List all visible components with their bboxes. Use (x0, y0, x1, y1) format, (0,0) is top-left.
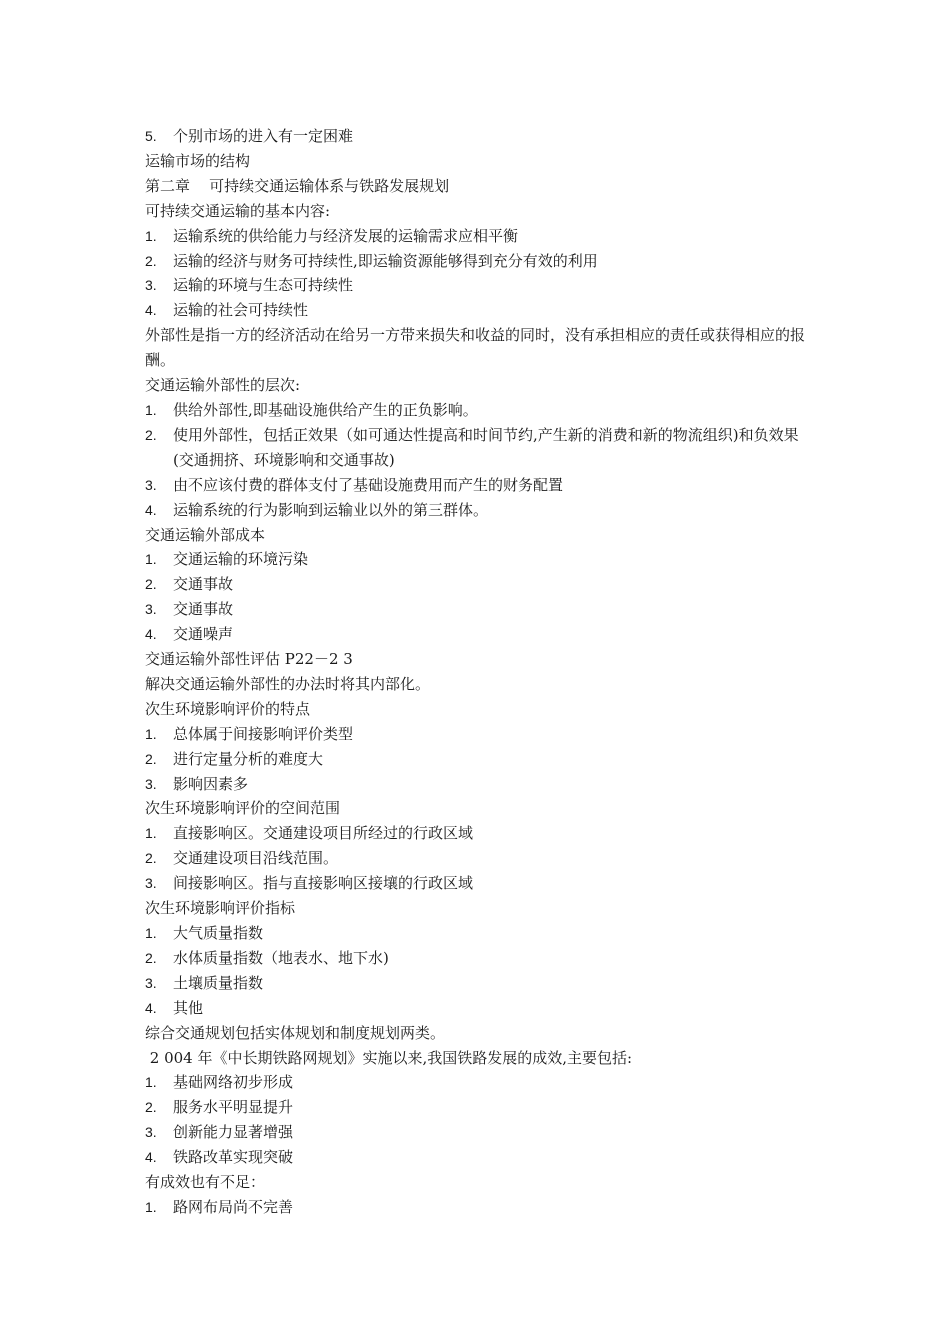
list-text: 交通运输的环境污染 (173, 550, 309, 569)
section-heading: 运输市场的结构 (145, 151, 251, 170)
list-text: 直接影响区。交通建设项目所经过的行政区域 (173, 824, 474, 843)
list-text: 运输的环境与生态可持续性 (173, 276, 354, 295)
list-item (145, 747, 815, 772)
list-item (145, 597, 815, 622)
list-number: 4. (145, 626, 157, 643)
list-text: 总体属于间接影响评价类型 (173, 724, 354, 743)
list-item (145, 273, 815, 298)
list-number: 1. (145, 401, 157, 418)
list-number: 1. (145, 825, 157, 842)
section-heading: 交通运输外部性的层次: (145, 376, 301, 395)
list-item (145, 298, 815, 323)
section-heading: 交通运输外部成本 (145, 525, 266, 544)
list-text: 路网布局尚不完善 (173, 1197, 294, 1216)
list-number: 2. (145, 252, 157, 269)
document-page (145, 124, 815, 1220)
list-number: 1. (145, 725, 157, 742)
list-item (145, 846, 815, 871)
list-text: 供给外部性,即基础设施供给产生的正负影响。 (173, 400, 478, 419)
list-item (145, 1195, 815, 1220)
list-number: 1. (145, 551, 157, 568)
list-number: 3. (145, 601, 157, 618)
section-heading: 交通运输外部性评估 P22－2 3 (145, 650, 353, 669)
features-list (145, 722, 815, 797)
list-item (145, 996, 815, 1021)
list-number: 2. (145, 576, 157, 593)
list-item (145, 572, 815, 597)
list-number: 2. (145, 426, 157, 443)
list-number: 4. (145, 302, 157, 319)
list-item (145, 1095, 815, 1120)
list-item (145, 971, 815, 996)
paragraph: 2 004 年《中长期铁路网规划》实施以来,我国铁路发展的成效,主要包括: (145, 1048, 633, 1067)
paragraph: 综合交通规划包括实体规划和制度规划两类。 (145, 1023, 446, 1042)
list-number: 3. (145, 277, 157, 294)
achievement-list (145, 1070, 815, 1170)
list-item (145, 498, 815, 523)
list-number: 5. (145, 128, 157, 144)
levels-list (145, 398, 815, 523)
list-number: 2. (145, 949, 157, 966)
list-item (145, 423, 815, 473)
list-text: 基础网络初步形成 (173, 1073, 294, 1092)
list-text: 运输系统的行为影响到运输业以外的第三群体。 (173, 500, 489, 519)
list-item (145, 946, 815, 971)
cost-list (145, 547, 815, 647)
section-heading: 次生环境影响评价的特点 (145, 699, 311, 718)
list-text: 其他 (173, 998, 204, 1017)
list-number: 2. (145, 850, 157, 867)
list-number: 1. (145, 1074, 157, 1091)
list-text: 间接影响区。指与直接影响区接壤的行政区域 (173, 874, 474, 893)
list-number: 3. (145, 476, 157, 493)
list-item (145, 249, 815, 274)
list-text: 交通事故 (173, 575, 234, 594)
list-text: 运输系统的供给能力与经济发展的运输需求应相平衡 (173, 226, 519, 245)
list-item (145, 124, 815, 149)
list-number: 1. (145, 925, 157, 941)
list-number: 1. (145, 1198, 157, 1215)
section-heading: 可持续交通运输的基本内容: (145, 201, 331, 220)
list-text: 影响因素多 (173, 774, 249, 793)
paragraph: 外部性是指一方的经济活动在给另一方带来损失和收益的同时，没有承担相应的责任或获得相应的报酬。 (145, 326, 806, 370)
list-item (145, 473, 815, 498)
list-number: 3. (145, 974, 157, 991)
list-text: 创新能力显著增强 (173, 1123, 294, 1142)
list-text: 使用外部性，包括正效果（如可通达性提高和时间节约,产生新的消费和新的物流组织)和负效果(交通拥挤、环境影响和交通事故) (173, 425, 799, 469)
list-number: 3. (145, 775, 157, 792)
list-number: 1. (145, 227, 157, 244)
list-item (145, 622, 815, 647)
list-item (145, 1120, 815, 1145)
list-number: 4. (145, 1149, 157, 1166)
chapter-heading: 第二章 可持续交通运输体系与铁路发展规划 (145, 176, 450, 195)
list-item (145, 772, 815, 797)
list-text: 运输的经济与财务可持续性,即运输资源能够得到充分有效的利用 (173, 251, 598, 270)
list-item (145, 398, 815, 423)
sustainable-list (145, 224, 815, 324)
list-text: 交通建设项目沿线范围。 (173, 849, 339, 868)
paragraph: 解决交通运输外部性的办法时将其内部化。 (145, 674, 431, 693)
list-text: 由不应该付费的群体支付了基础设施费用而产生的财务配置 (173, 475, 564, 494)
section-heading: 次生环境影响评价的空间范围 (145, 799, 341, 818)
list-text: 交通噪声 (173, 625, 234, 644)
list-item (145, 871, 815, 896)
list-number: 3. (145, 875, 157, 892)
list-number: 2. (145, 750, 157, 767)
list-number: 4. (145, 999, 157, 1016)
list-text: 运输的社会可持续性 (173, 301, 309, 320)
list-number: 3. (145, 1124, 157, 1141)
list-item (145, 722, 815, 747)
list-item (145, 224, 815, 249)
list-item (145, 921, 815, 946)
section-heading: 次生环境影响评价指标 (145, 899, 296, 918)
list-item (145, 821, 815, 846)
list-number: 2. (145, 1099, 157, 1116)
list-text: 个别市场的进入有一定困难 (173, 127, 354, 145)
list-number: 4. (145, 501, 157, 518)
list-item (145, 547, 815, 572)
list-text: 水体质量指数（地表水、地下水) (173, 948, 389, 967)
list-item (145, 1070, 815, 1095)
list-text: 服务水平明显提升 (173, 1098, 294, 1117)
list-text: 进行定量分析的难度大 (173, 749, 324, 768)
list-text: 交通事故 (173, 600, 234, 619)
list-text: 大气质量指数 (173, 924, 264, 942)
shortcoming-list (145, 1195, 815, 1220)
list-text: 铁路改革实现突破 (173, 1148, 294, 1167)
list-item (145, 1145, 815, 1170)
scope-list (145, 821, 815, 896)
index-list (145, 921, 815, 1021)
section-heading: 有成效也有不足： (145, 1173, 266, 1192)
list-text: 土壤质量指数 (173, 973, 264, 992)
